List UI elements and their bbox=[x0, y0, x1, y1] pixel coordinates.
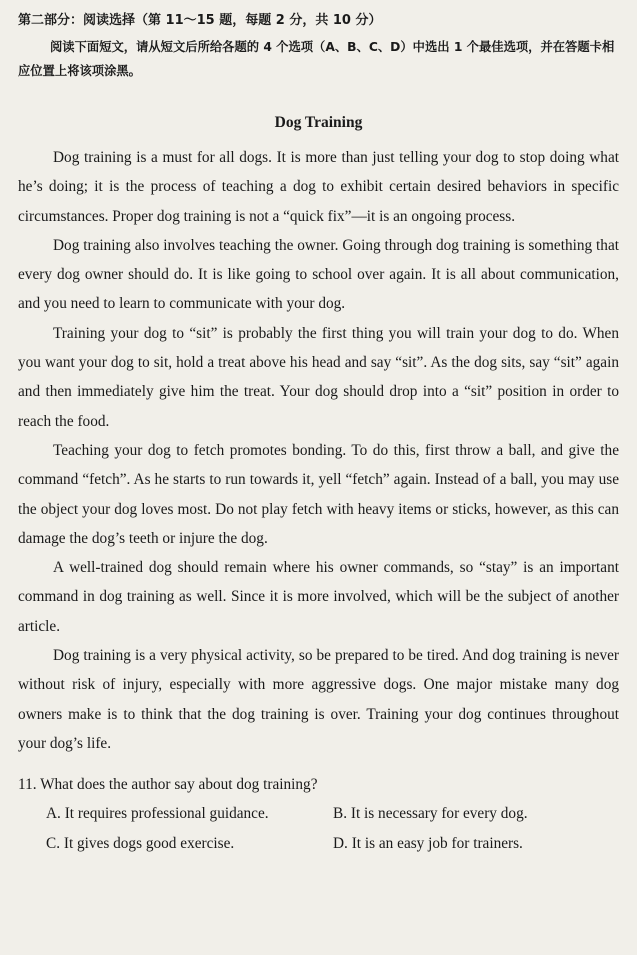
answer-options bbox=[18, 802, 619, 856]
option-c[interactable]: C. It gives dogs good exercise. bbox=[46, 835, 235, 853]
passage-paragraph-6: Dog training is a very physical activity, so be prepared to be tired. And dog training is never without risk of injury, especially with more aggressive dogs. One major mistake many dog owners make is to think that the dog training is over. Training your dog continues throughout your dog’s life. bbox=[18, 647, 619, 752]
section-instructions: 阅读下面短文，请从短文后所给各题的 4 个选项（A、B、C、D）中选出 1 个最佳选项，并在答题卡相应位置上将该项涂黑。 bbox=[18, 40, 615, 78]
passage-paragraph-1: Dog training is a must for all dogs. It is more than just telling your dog to stop doing what he’s doing; it is the process of teaching a dog to exhibit certain desired behaviors in specific circumstances. Proper dog training is not a “quick fix”—it is an ongoing process. bbox=[18, 149, 619, 225]
option-d[interactable]: D. It is an easy job for trainers. bbox=[333, 835, 523, 853]
section-header: 第二部分：阅读选择（第 11～15 题，每题 2 分，共 10 分） bbox=[18, 13, 382, 28]
passage-paragraph-5: A well-trained dog should remain where his owner commands, so “stay” is an important command in dog training as well. Since it is more involved, which will be the subject of another article. bbox=[18, 559, 619, 635]
question-stem: 11. What does the author say about dog training? bbox=[18, 776, 318, 794]
passage-paragraph-4: Teaching your dog to fetch promotes bonding. To do this, first throw a ball, and give the command “fetch”. As he starts to run towards it, yell “fetch” again. Instead of a ball, you may use the object your dog loves most. Do not play fetch with heavy items or sticks, however, as this can damage the dog’s teeth or injure the dog. bbox=[18, 441, 619, 547]
passage-title: Dog Training bbox=[274, 114, 363, 131]
question-11 bbox=[18, 772, 619, 856]
option-a[interactable]: A. It requires professional guidance. bbox=[46, 805, 269, 823]
option-b[interactable]: B. It is necessary for every dog. bbox=[333, 805, 528, 823]
passage-paragraph-3: Training your dog to “sit” is probably the first thing you will train your dog to do. When you want your dog to sit, hold a treat above his head and say “sit”. As the dog sits, say “sit” again and then immediately give him the treat. Your dog should drop into a “sit” position in order to reach the food. bbox=[18, 324, 619, 430]
passage-paragraph-2: Dog training also involves teaching the owner. Going through dog training is something that every dog owner should do. It is like going to school over again. It is all about communication, and you need to learn to communicate with your dog. bbox=[18, 236, 619, 313]
reading-passage bbox=[18, 143, 619, 758]
